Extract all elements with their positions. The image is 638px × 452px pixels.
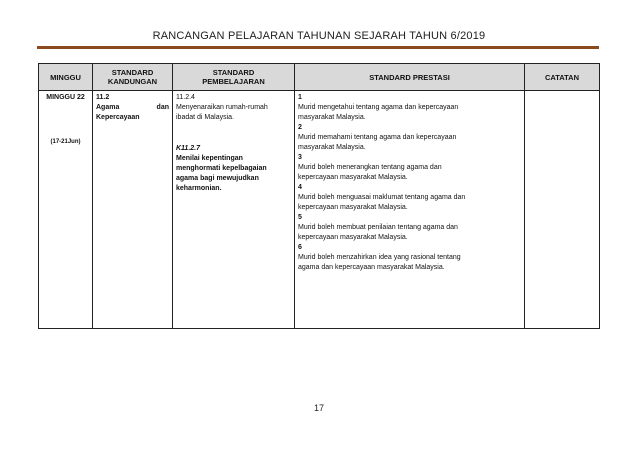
cell-standard-kandungan [93, 91, 173, 329]
kandungan-title-line [96, 103, 169, 113]
header-line: STANDARD [212, 68, 255, 77]
kandungan-word: Agama [96, 104, 120, 111]
prestasi-description: Murid mengetahui tentang agama dan kepercayaan [298, 104, 459, 111]
prestasi-level: 6 [298, 244, 302, 251]
prestasi-level: 3 [298, 154, 302, 161]
prestasi-description: Murid boleh menguasai maklumat tentang agama dan [298, 194, 466, 201]
cell-standard-pembelajaran [173, 91, 295, 329]
prestasi-description: masyarakat Malaysia. [298, 144, 366, 151]
table-row [39, 91, 600, 329]
ks-text: keharmonian. [176, 185, 222, 192]
pembelajaran-code: 11.2.4 [176, 94, 195, 101]
prestasi-item [298, 93, 521, 123]
prestasi-level: 1 [298, 94, 302, 101]
table-header-row [39, 64, 600, 91]
prestasi-item [298, 213, 521, 243]
cell-catatan [525, 91, 600, 329]
pembelajaran-text: ibadat di Malaysia. [176, 114, 234, 121]
kandungan-code: 11.2 [96, 94, 110, 101]
prestasi-description: agama dan kepercayaan masyarakat Malaysia. [298, 264, 445, 271]
kandungan-word: Kepercayaan [96, 114, 140, 121]
prestasi-description: masyarakat Malaysia. [298, 114, 366, 121]
cell-minggu [39, 91, 93, 329]
lesson-plan-table [38, 63, 600, 329]
week-label: MINGGU 22 [46, 94, 85, 101]
week-date-range: (17-21Jun) [50, 139, 81, 145]
prestasi-level: 4 [298, 184, 302, 191]
page-number: 17 [313, 403, 324, 413]
prestasi-description: kepercayaan masyarakat Malaysia. [298, 174, 408, 181]
column-header-standard-pembelajaran [173, 64, 295, 91]
ks-text: Menilai kepentingan [176, 155, 243, 162]
header-line: KANDUNGAN [107, 77, 158, 86]
column-header-minggu: MINGGU [39, 64, 93, 91]
header-line: STANDARD [111, 68, 154, 77]
cell-standard-prestasi [295, 91, 525, 329]
document-title: RANCANGAN PELAJARAN TAHUNAN SEJARAH TAHUN 6/2019 [152, 30, 486, 42]
column-header-catatan: CATATAN [525, 64, 600, 91]
prestasi-item [298, 243, 521, 273]
pembelajaran-text: Menyenaraikan rumah-rumah [176, 104, 268, 111]
prestasi-description: Murid boleh membuat penilaian tentang agama dan [298, 224, 458, 231]
prestasi-description: Murid memahami tentang agama dan kepercayaan [298, 134, 457, 141]
prestasi-item [298, 153, 521, 183]
column-header-standard-prestasi: STANDARD PRESTASI [295, 64, 525, 91]
prestasi-level: 2 [298, 124, 302, 131]
prestasi-description: Murid boleh menzahirkan idea yang rasional tentang [298, 254, 461, 261]
column-header-standard-kandungan [93, 64, 173, 91]
prestasi-description: kepercayaan masyarakat Malaysia. [298, 204, 408, 211]
ks-text: menghormati kepelbagaian [176, 165, 267, 172]
ks-code: K11.2.7 [176, 145, 200, 152]
ks-text: agama bagi mewujudkan [176, 175, 259, 182]
prestasi-level: 5 [298, 214, 302, 221]
title-divider [37, 46, 599, 49]
prestasi-item [298, 183, 521, 213]
kandungan-word: dan [156, 104, 169, 111]
prestasi-item [298, 123, 521, 153]
header-line: PEMBELAJARAN [202, 77, 265, 86]
prestasi-description: kepercayaan masyarakat Malaysia. [298, 234, 408, 241]
prestasi-description: Murid boleh menerangkan tentang agama dan [298, 164, 442, 171]
